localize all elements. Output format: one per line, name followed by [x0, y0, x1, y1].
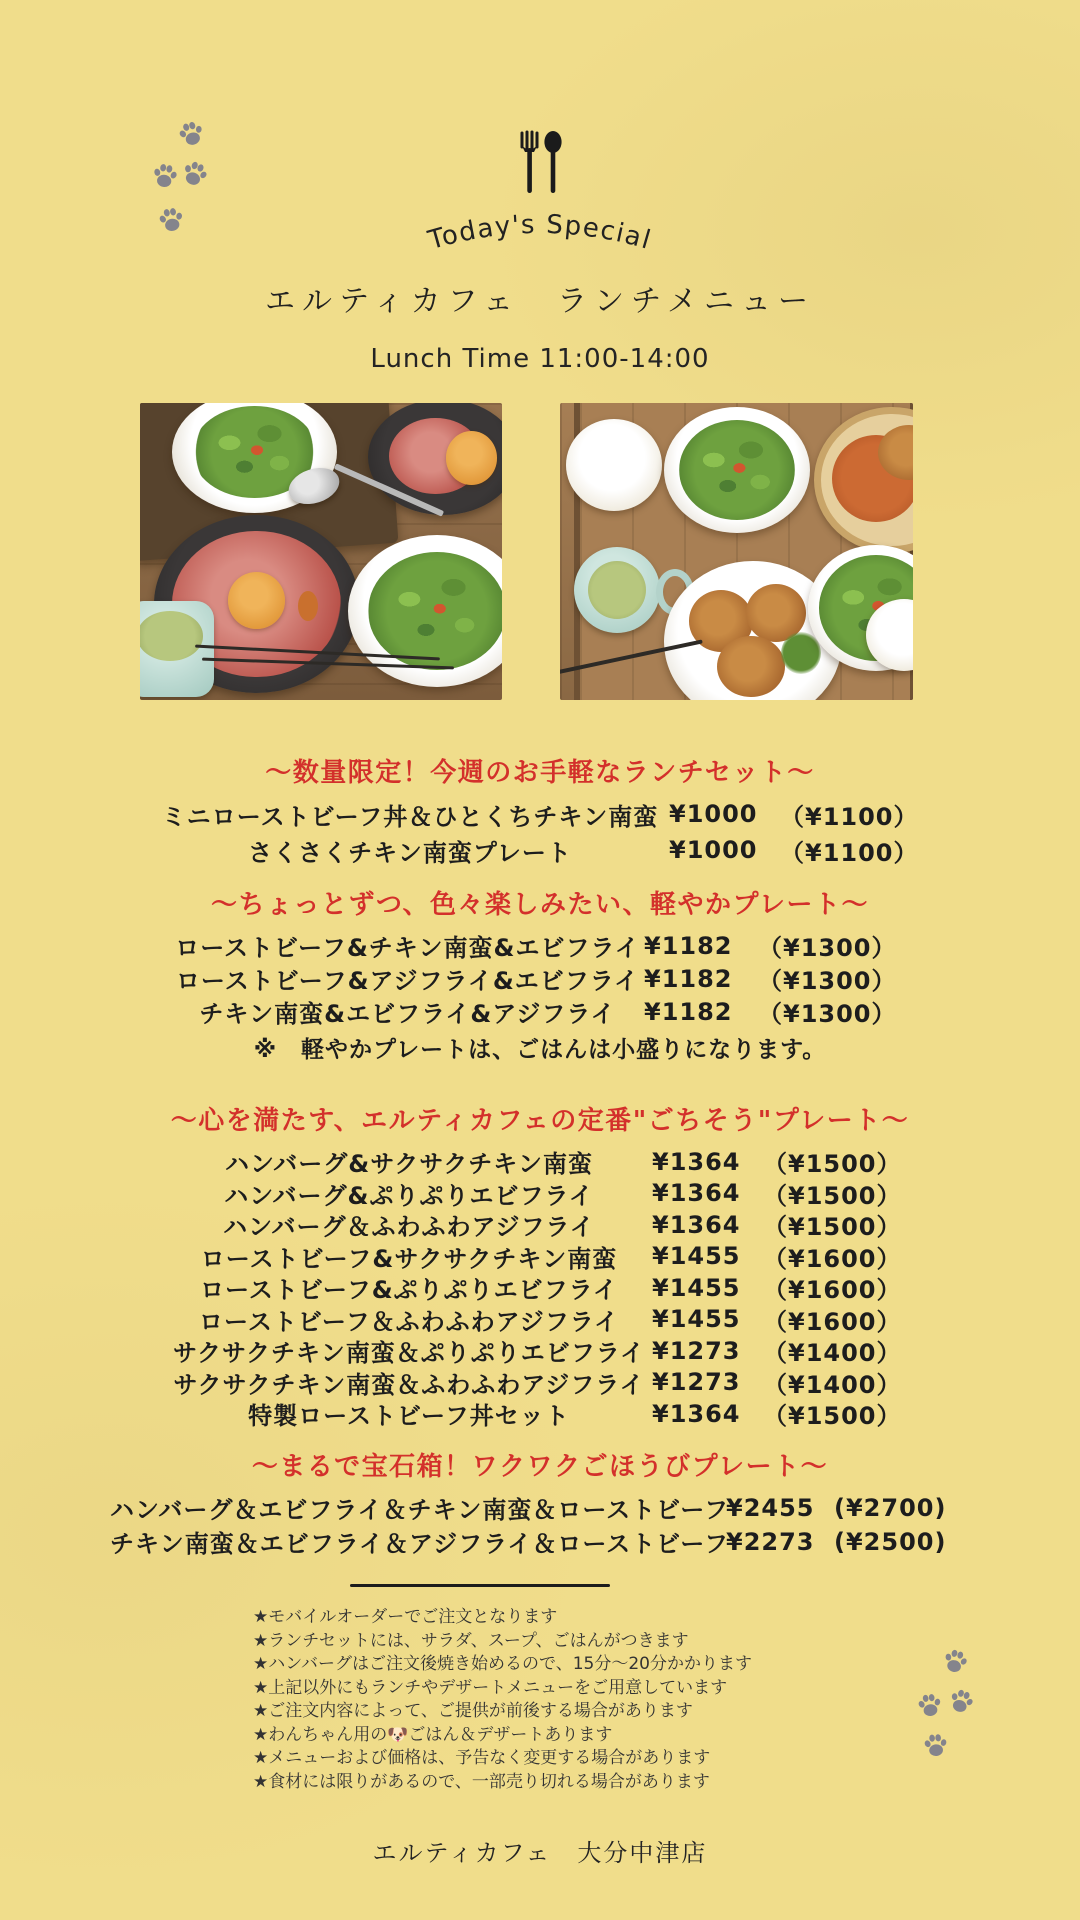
menu-item-price: ¥2273: [726, 1527, 815, 1556]
menu-item-row: [170, 1239, 910, 1271]
right-food-photo: [560, 403, 913, 700]
salad-2: [368, 552, 502, 671]
notes-list: [253, 1606, 752, 1794]
menu-item-price: ¥1273: [652, 1368, 741, 1396]
soup-cup: [140, 601, 214, 697]
menu-item-tax-price: （¥1500）: [763, 1150, 902, 1178]
menu-item-price: ¥1182: [644, 964, 733, 993]
menu-item-tax-price: （¥1300）: [758, 967, 897, 995]
menu-item-price: ¥1364: [652, 1210, 741, 1239]
greens-garnish: [781, 632, 820, 674]
todays-special-arc-text: [390, 198, 690, 272]
paw-print-icon: [174, 115, 208, 152]
left-food-photo: [140, 403, 502, 700]
soup-mug: [574, 547, 660, 633]
menu-item-price: ¥1273: [652, 1336, 741, 1365]
menu-item-price: ¥1455: [652, 1305, 741, 1333]
menu-item-tax-price: （¥1500）: [763, 1181, 902, 1210]
menu-item-row: [170, 1333, 910, 1365]
shop-name: エルティカフェ 大分中津店: [372, 1839, 708, 1867]
menu-item-price: ¥1000: [669, 800, 758, 828]
menu-item-tax-price: （¥1600）: [763, 1276, 902, 1304]
section-heading: ～数量限定！今週のお手軽なランチセット～: [265, 758, 815, 788]
section-heading: ～心を満たす、エルティカフェの定番"ごちそう"プレート～: [170, 1106, 910, 1136]
menu-item-price: ¥1364: [652, 1399, 741, 1428]
menu-item-row: [175, 961, 905, 994]
menu-item-row: [110, 1490, 970, 1524]
paw-print-icon: [945, 1683, 978, 1718]
note-line: ★メニューおよび価格は、予告なく変更する場合があります: [253, 1748, 711, 1768]
menu-item-name: ローストビーフ&チキン南蛮&エビフライ: [175, 934, 640, 962]
note-line: ★ハンバーグはご注文後焼き始めるので、15分～20分かかります: [253, 1654, 752, 1674]
divider-line: [350, 1584, 610, 1587]
lunch-time-subtitle: Lunch Time 11:00-14:00: [370, 344, 710, 374]
paw-print-icon: [155, 202, 187, 237]
note-line: ★わんちゃん用の🐶ごはん＆デザートあります: [253, 1724, 613, 1745]
menu-item-name: サクサクチキン南蛮＆ふわふわアジフライ: [173, 1370, 645, 1399]
menu-item-name: チキン南蛮＆エビフライ＆アジフライ＆ローストビーフ: [110, 1530, 729, 1558]
menu-item-name: チキン南蛮&エビフライ&アジフライ: [199, 1000, 616, 1028]
menu-section-lunch-set: [0, 752, 1080, 868]
paw-prints-bottom-right: [905, 1640, 980, 1765]
menu-item-row: [170, 1270, 910, 1302]
soup: [588, 561, 646, 619]
paw-print-icon: [940, 1643, 971, 1677]
section-heading: ～ちょっとずつ、色々楽しみたい、軽やかプレート～: [211, 890, 869, 920]
paw-print-icon: [178, 154, 213, 191]
menu-item-row: [155, 796, 925, 832]
menu-item-name: ローストビーフ&サクサクチキン南蛮: [200, 1244, 618, 1273]
paw-print-icon: [915, 1688, 945, 1721]
menu-item-tax-price: （¥1300）: [758, 1000, 897, 1028]
menu-item-name: さくさくチキン南蛮プレート: [248, 838, 572, 867]
egg-yolk: [228, 572, 285, 629]
menu-item-tax-price: (¥2500): [834, 1527, 947, 1556]
menu-item-tax-price: （¥1500）: [763, 1213, 902, 1241]
menu-item-tax-price: （¥1600）: [763, 1307, 902, 1336]
svg-text:Today's Special: [424, 210, 655, 256]
paw-prints-top-left: [150, 112, 260, 247]
menu-item-name: ハンバーグ&サクサクチキン南蛮: [224, 1150, 594, 1178]
chicken-nanban: [717, 636, 785, 698]
menu-item-price: ¥1455: [652, 1273, 741, 1302]
menu-item-tax-price: （¥1400）: [763, 1370, 902, 1399]
menu-item-tax-price: （¥1600）: [763, 1244, 902, 1273]
menu-item-price: ¥1000: [669, 836, 758, 864]
menu-item-tax-price: (¥2700): [834, 1493, 947, 1522]
food-photos: [140, 403, 913, 700]
note-line: ★ランチセットには、サラダ、スープ、ごはんがつきます: [253, 1630, 689, 1651]
menu-item-price: ¥1182: [644, 997, 733, 1026]
menu-item-name: ローストビーフ＆ふわふわアジフライ: [199, 1307, 619, 1336]
soup: [140, 611, 203, 661]
paw-print-icon: [922, 1729, 950, 1760]
menu-item-name: ローストビーフ&アジフライ&エビフライ: [175, 967, 640, 995]
menu-item-name: ハンバーグ＆ふわふわアジフライ: [223, 1213, 595, 1241]
menu-item-tax-price: （¥1400）: [763, 1339, 902, 1367]
menu-item-row: [170, 1396, 910, 1428]
menu-item-row: [175, 994, 905, 1027]
menu-item-name: ミニローストビーフ丼＆ひとくちチキン南蛮: [161, 802, 659, 831]
rice-bowl: [566, 419, 662, 511]
menu-item-name: ハンバーグ＆エビフライ＆チキン南蛮＆ローストビーフ: [110, 1496, 729, 1524]
section-heading: ～まるで宝石箱！ワクワクごほうびプレート～: [251, 1452, 829, 1482]
menu-item-tax-price: （¥1500）: [763, 1402, 902, 1430]
menu-item-row: [170, 1176, 910, 1208]
note-line: ★上記以外にもランチやデザートメニューをご用意しています: [253, 1677, 728, 1698]
menu-item-row: [110, 1524, 970, 1558]
salad-plate: [664, 407, 810, 533]
menu-item-row: [170, 1207, 910, 1239]
menu-section-gochisou-plate: [0, 1100, 1080, 1428]
menu-item-tax-price: （¥1300）: [758, 934, 897, 962]
orange-garnish: [446, 431, 497, 484]
section-note: ※ 軽やかプレートは、ごはんは小盛りになります。: [253, 1037, 827, 1063]
menu-item-price: ¥1455: [652, 1242, 741, 1270]
fork-and-spoon-icon: [505, 130, 575, 196]
note-line: ★食材には限りがあるので、一部売り切れる場合があります: [253, 1771, 710, 1792]
menu-item-row: [170, 1144, 910, 1176]
menu-item-row: [170, 1365, 910, 1397]
menu-item-name: 特製ローストビーフ丼セット: [248, 1402, 570, 1430]
menu-item-row: [170, 1302, 910, 1334]
menu-item-row: [175, 928, 905, 961]
menu-section-light-plate: [0, 884, 1080, 1064]
menu-item-name: ローストビーフ&ぷりぷりエビフライ: [200, 1276, 618, 1304]
menu-item-price: ¥1364: [652, 1179, 741, 1207]
salad: [679, 420, 796, 521]
menu-item-price: ¥1364: [652, 1147, 741, 1176]
menu-item-name: サクサクチキン南蛮＆ぷりぷりエビフライ: [172, 1339, 646, 1367]
menu-item-price: ¥2455: [726, 1493, 815, 1522]
menu-item-price: ¥1182: [644, 931, 733, 960]
menu-section-reward-plate: [0, 1446, 1080, 1558]
eyebrow-text: Today's Special: [425, 209, 656, 256]
menu-item-tax-price: （¥1100）: [780, 802, 919, 831]
menu-item-row: [155, 832, 925, 868]
note-line: ★モバイルオーダーでご注文となります: [253, 1607, 558, 1627]
note-line: ★ご注文内容によって、ご提供が前後する場合があります: [253, 1701, 693, 1721]
menu-item-name: ハンバーグ&ぷりぷりエビフライ: [224, 1181, 594, 1210]
menu-title: エルティカフェ ランチメニュー: [265, 284, 815, 319]
menu-item-tax-price: （¥1100）: [780, 838, 919, 867]
paw-print-icon: [150, 158, 180, 191]
sausage: [298, 591, 318, 621]
